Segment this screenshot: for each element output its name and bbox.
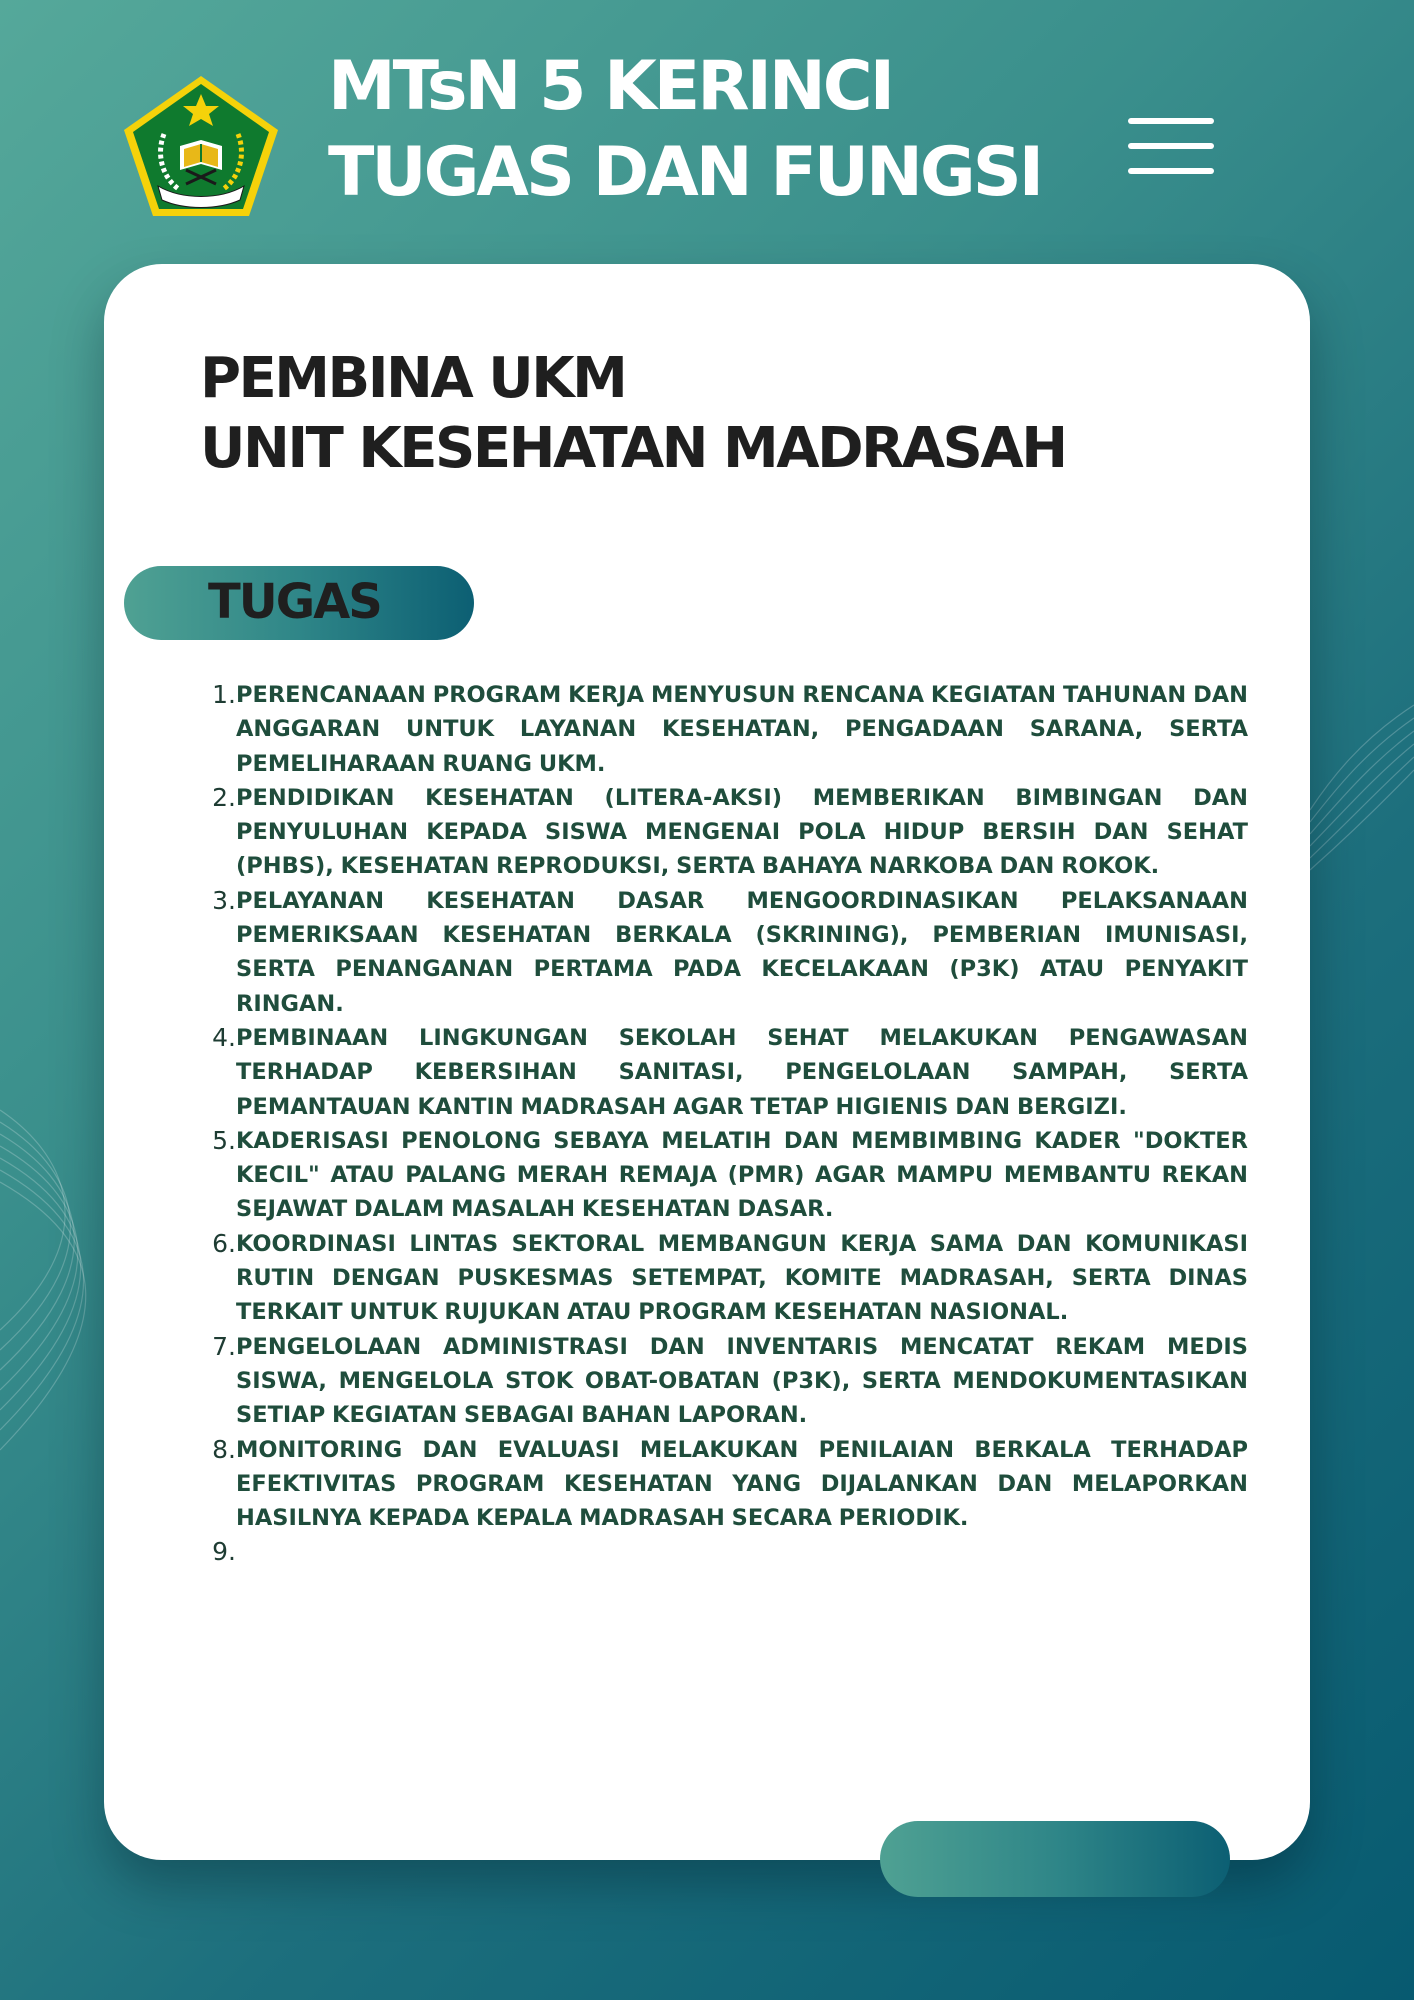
- section-title-line1: PEMBINA UKM: [200, 346, 626, 411]
- section-title-line2: UNIT KESEHATAN MADRASAH: [200, 416, 1066, 481]
- hamburger-menu-icon[interactable]: [1128, 112, 1216, 182]
- list-item-text: KADERISASI PENOLONG SEBAYA MELATIH DAN MEMBIMBING KADER "DOKTER KECIL" ATAU PALANG MERAH REMAJA (PMR) AGAR MAMPU MEMBANTU REKAN SEJAWAT DALAM MASALAH KESEHATAN DASAR.: [236, 1127, 1248, 1223]
- tugas-label-pill: [124, 566, 474, 640]
- list-item-text: PEMBINAAN LINGKUNGAN SEKOLAH SEHAT MELAKUKAN PENGAWASAN TERHADAP KEBERSIHAN SANITASI, PENGELOLAAN SAMPAH, SERTA PEMANTAUAN KANTIN MADRASAH AGAR TETAP HIGIENIS DAN BERGIZI.: [236, 1024, 1248, 1120]
- list-item-number: 5.: [212, 1125, 236, 1155]
- list-item: [134, 781, 1248, 884]
- list-item: [134, 678, 1248, 781]
- list-item-number: 4.: [212, 1022, 236, 1052]
- list-item-text: KOORDINASI LINTAS SEKTORAL MEMBANGUN KERJA SAMA DAN KOMUNIKASI RUTIN DENGAN PUSKESMAS SETEMPAT, KOMITE MADRASAH, SERTA DINAS TERKAIT UNTUK RUJUKAN ATAU PROGRAM KESEHATAN NASIONAL.: [236, 1230, 1248, 1326]
- list-item: [134, 1021, 1248, 1124]
- list-item-text: MONITORING DAN EVALUASI MELAKUKAN PENILAIAN BERKALA TERHADAP EFEKTIVITAS PROGRAM KESEHATAN YANG DIJALANKAN DAN MELAPORKAN HASILNYA KEPADA KEPALA MADRASAH SECARA PERIODIK.: [236, 1436, 1248, 1532]
- header-title-line1: MTsN 5 KERINCI: [328, 47, 892, 126]
- list-item: [134, 1330, 1248, 1433]
- header-title-line2: TUGAS DAN FUNGSI: [328, 133, 1042, 212]
- list-item-number: 2.: [212, 782, 236, 812]
- list-item-text: PERENCANAAN PROGRAM KERJA MENYUSUN RENCANA KEGIATAN TAHUNAN DAN ANGGARAN UNTUK LAYANAN KESEHATAN, PENGADAAN SARANA, SERTA PEMELIHARAAN RUANG UKM.: [236, 682, 1248, 777]
- menu-bar-bottom: [1128, 168, 1214, 174]
- list-item-text: [236, 1535, 1248, 1569]
- list-item-number: 3.: [212, 885, 236, 915]
- content-card: [104, 264, 1310, 1860]
- list-item: [134, 1535, 1248, 1569]
- list-item-number: 1.: [212, 680, 236, 709]
- list-item-text: PELAYANAN KESEHATAN DASAR MENGOORDINASIKAN PELAKSANAAN PEMERIKSAAN KESEHATAN BERKALA (SKRINING), PEMBERIAN IMUNISASI, SERTA PENANGANAN PERTAMA PADA KECELAKAAN (P3K) ATAU PENYAKIT RINGAN.: [236, 887, 1248, 1017]
- list-item: [134, 884, 1248, 1021]
- task-list: [134, 678, 1248, 1570]
- section-title: [200, 344, 1260, 484]
- list-item-number: 7.: [212, 1331, 236, 1361]
- header-title: [328, 44, 1088, 216]
- list-item: [134, 1227, 1248, 1330]
- list-item-number: 8.: [212, 1434, 236, 1464]
- list-item-number: 6.: [212, 1228, 236, 1258]
- decorative-bottom-pill: [880, 1821, 1230, 1897]
- list-item-number: 9.: [212, 1537, 236, 1567]
- list-item: [134, 1433, 1248, 1536]
- list-item-text: PENGELOLAAN ADMINISTRASI DAN INVENTARIS MENCATAT REKAM MEDIS SISWA, MENGELOLA STOK OBAT-OBATAN (P3K), SERTA MENDOKUMENTASIKAN SETIAP KEGIATAN SEBAGAI BAHAN LAPORAN.: [236, 1333, 1248, 1429]
- list-item: [134, 1124, 1248, 1227]
- kemenag-emblem-icon: [122, 74, 280, 218]
- menu-bar-middle: [1128, 143, 1214, 149]
- list-item-text: PENDIDIKAN KESEHATAN (LITERA-AKSI) MEMBERIKAN BIMBINGAN DAN PENYULUHAN KEPADA SISWA MENGENAI POLA HIDUP BERSIH DAN SEHAT (PHBS), KESEHATAN REPRODUKSI, SERTA BAHAYA NARKOBA DAN ROKOK.: [236, 784, 1248, 880]
- tugas-label-text: TUGAS: [208, 574, 381, 630]
- menu-bar-top: [1128, 118, 1214, 124]
